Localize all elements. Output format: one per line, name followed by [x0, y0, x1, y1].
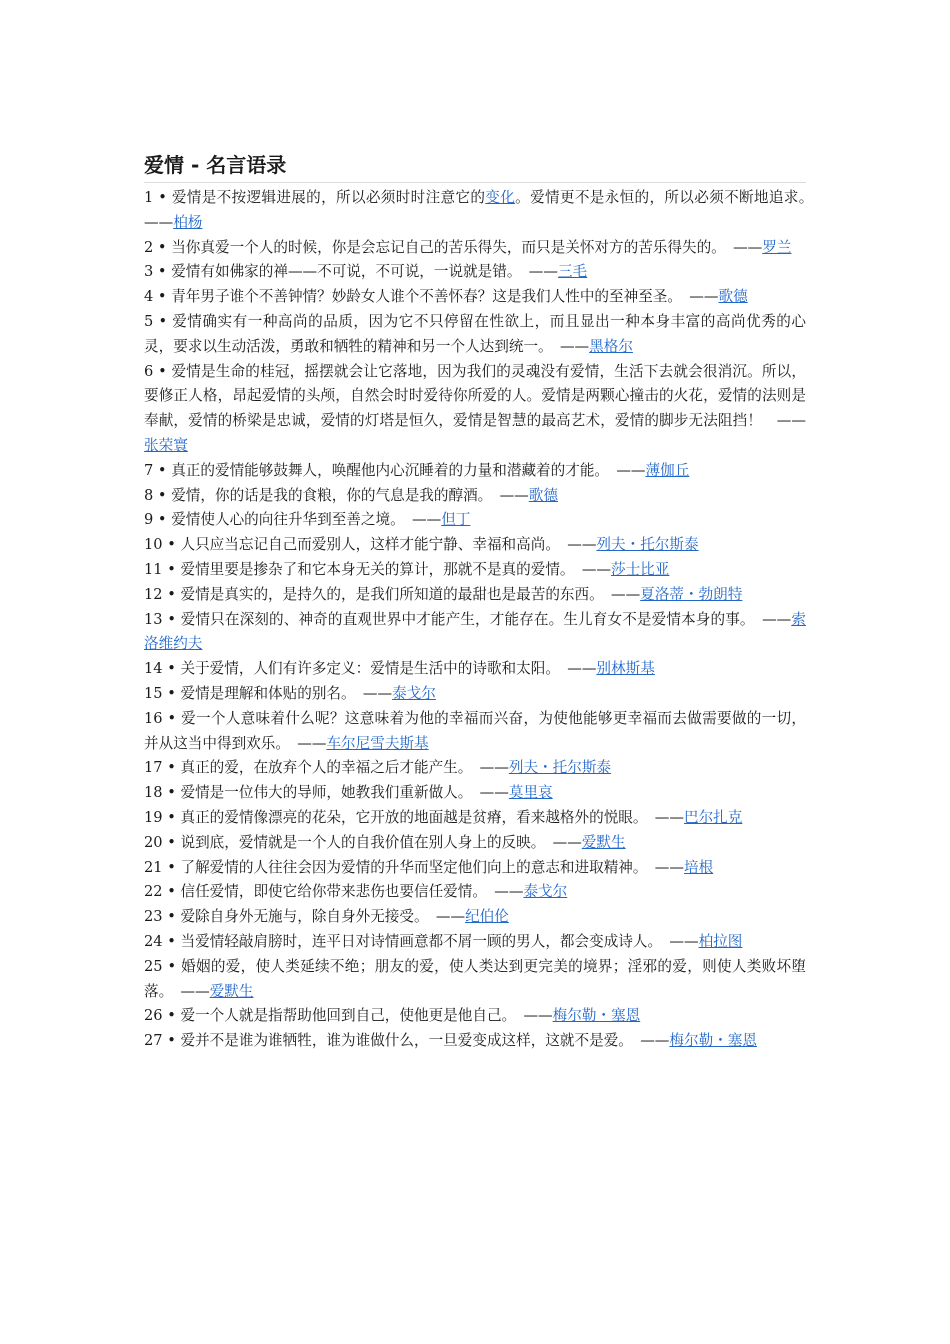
- quote-number: 9: [144, 511, 154, 529]
- attribution-dash: ——: [144, 213, 174, 231]
- attribution-dash: ——: [479, 784, 509, 802]
- attribution-dash: ——: [733, 238, 763, 256]
- quote-number: 26: [144, 1007, 163, 1025]
- quote-text-continued: 。爱情更不是永恒的，所以必须不断地追求。: [515, 189, 806, 206]
- quote-number: 11: [144, 560, 163, 578]
- attribution-dash: ——: [611, 585, 641, 603]
- quote-number: 16: [144, 709, 163, 727]
- attribution-dash: ——: [567, 536, 597, 554]
- quote-text: 说到底，爱情就是一个人的自我价值在别人身上的反映。: [180, 833, 539, 851]
- quote-bullet: •: [153, 189, 172, 206]
- attribution-dash: ——: [435, 908, 466, 926]
- quote-bullet: •: [162, 1007, 181, 1025]
- quote-text: 爱情有如佛家的禅——不可说，不可说，一说就是错。: [171, 263, 515, 281]
- author-link[interactable]: 但丁: [441, 511, 471, 529]
- attribution-dash: ——: [552, 833, 582, 851]
- quote-bullet: •: [153, 461, 172, 479]
- quote-text: 爱情使人心的向往升华到至善之境。: [171, 511, 398, 529]
- author-link[interactable]: 歌德: [528, 486, 558, 504]
- quote-text: 爱一个人就是指帮助他回到自己，使他更是他自己。: [180, 1007, 509, 1025]
- quote-item: [144, 905, 806, 930]
- quote-bullet: •: [162, 560, 181, 578]
- author-link[interactable]: 柏拉图: [698, 932, 743, 950]
- quote-text: 爱情确实有一种高尚的品质，因为它不只停留在性欲上，而且显出一种本身丰富的高尚优秀的心灵，要求以生动活泼，勇敢和牺牲的精神和另一个人达到统一。: [144, 312, 806, 355]
- quote-text: 人只应当忘记自己而爱别人，这样才能宁静、幸福和高尚。: [180, 536, 553, 554]
- quote-text: 爱情是理解和体贴的别名。: [180, 684, 349, 702]
- quote-text: 爱并不是谁为谁牺牲，谁为谁做什么，一旦爱变成这样，这就不是爱。: [180, 1032, 626, 1050]
- attribution-dash: ——: [776, 412, 806, 430]
- author-link[interactable]: 夏洛蒂・勃朗特: [640, 585, 743, 603]
- attribution-dash: ——: [479, 759, 509, 777]
- quote-number: 3: [144, 263, 154, 281]
- quote-number: 1: [144, 189, 154, 206]
- quote-text: 爱一个人意味着什么呢？这意味着为他的幸福而兴奋，为使他能够更幸福而去做需要做的一切，并从这当中得到欢乐。: [144, 709, 806, 752]
- quote-text: 爱情是生命的桂冠，摇摆就会让它落地，因为我们的灵魂没有爱情，生活下去就会很消沉。所以，要修正人格，昂起爱情的头颅，自然会时时爱待你所爱的人。爱情是两颗心撞击的火花，爱情的法则是奉献，爱情的桥梁是忠诚，爱情的灯塔是恒久，爱情是智慧的最高艺术，爱情的脚步无法阻挡！: [144, 362, 806, 430]
- quote-bullet: •: [153, 263, 172, 281]
- author-link[interactable]: 薄伽丘: [645, 461, 690, 479]
- attribution-dash: ——: [528, 263, 558, 281]
- attribution-dash: ——: [581, 560, 611, 578]
- quote-item: [144, 682, 806, 707]
- quote-item: [144, 558, 806, 583]
- attribution-dash: ——: [689, 288, 719, 306]
- quote-item: [144, 856, 806, 881]
- quote-number: 14: [144, 660, 163, 678]
- quote-text: 真正的爱情像漂亮的花朵，它开放的地面越是贫瘠，看来越格外的悦眼。: [180, 808, 641, 826]
- quote-text: 真正的爱情能够鼓舞人，唤醒他内心沉睡着的力量和潜藏着的才能。: [171, 461, 602, 479]
- quote-text: 爱情，你的话是我的食粮，你的气息是我的醇酒。: [171, 486, 485, 504]
- quote-item: [144, 1004, 806, 1029]
- quote-bullet: •: [162, 908, 181, 926]
- attribution-dash: ——: [567, 660, 597, 678]
- quote-text: 爱情里要是掺杂了和它本身无关的算计，那就不是真的爱情。: [180, 560, 568, 578]
- quote-number: 12: [144, 585, 163, 603]
- quote-item: [144, 484, 806, 509]
- quote-item: [144, 236, 806, 261]
- quote-number: 21: [144, 858, 163, 876]
- quote-bullet: •: [162, 585, 181, 603]
- quote-number: 20: [144, 833, 163, 851]
- author-link[interactable]: 莎士比亚: [611, 560, 670, 578]
- quote-bullet: •: [162, 883, 181, 901]
- attribution-dash: ——: [412, 511, 442, 529]
- inline-link[interactable]: 变化: [485, 189, 516, 206]
- author-link[interactable]: 索洛维约夫: [144, 610, 806, 653]
- attribution-dash: ——: [669, 932, 699, 950]
- quote-bullet: •: [162, 932, 181, 950]
- author-link[interactable]: 黑格尔: [589, 337, 633, 355]
- author-link[interactable]: 别林斯基: [596, 660, 655, 678]
- attribution-dash: ——: [494, 883, 524, 901]
- quote-text: 真正的爱，在放弃个人的幸福之后才能产生。: [180, 759, 466, 777]
- quote-bullet: •: [153, 362, 172, 380]
- quote-number: 22: [144, 883, 163, 901]
- author-link[interactable]: 爱默生: [209, 982, 254, 1000]
- quote-text: 爱除自身外无施与，除自身外无接受。: [180, 908, 422, 926]
- quote-number: 8: [144, 486, 154, 504]
- quote-text: 婚姻的爱，使人类延续不绝；朋友的爱，使人类达到更完美的境界；淫邪的爱，则使人类败坏堕落。: [144, 957, 806, 1000]
- quote-text: 信任爱情，即使它给你带来悲伤也要信任爱情。: [180, 883, 480, 901]
- page-title: 爱情 - 名言语录: [144, 150, 806, 183]
- quote-item: [144, 508, 806, 533]
- author-link[interactable]: 纪伯伦: [465, 908, 509, 926]
- quote-bullet: •: [162, 833, 181, 851]
- quote-bullet: •: [162, 957, 182, 975]
- quote-number: 19: [144, 808, 163, 826]
- author-link[interactable]: 巴尔扎克: [683, 808, 743, 826]
- quote-bullet: •: [162, 1032, 181, 1050]
- quote-number: 10: [144, 536, 163, 554]
- quote-item: [144, 657, 806, 682]
- quote-bullet: •: [153, 511, 172, 529]
- quote-item: [144, 831, 806, 856]
- author-link[interactable]: 梅尔勒・塞恩: [669, 1032, 757, 1050]
- author-link[interactable]: 张荣寰: [144, 436, 188, 454]
- quote-number: 24: [144, 932, 163, 950]
- quote-item: [144, 285, 806, 310]
- author-link[interactable]: 梅尔勒・塞恩: [552, 1007, 641, 1025]
- quote-number: 27: [144, 1032, 163, 1050]
- quote-item: [144, 533, 806, 558]
- quote-item: [144, 880, 806, 905]
- quote-number: 25: [144, 957, 163, 975]
- quote-list: [144, 186, 806, 1054]
- author-link[interactable]: 车尔尼雪夫斯基: [326, 734, 429, 752]
- quote-item: [144, 459, 806, 484]
- quote-bullet: •: [162, 808, 181, 826]
- document-content: [144, 150, 806, 1054]
- quote-text: 当你真爱一个人的时候，你是会忘记自己的苦乐得失，而只是关怀对方的苦乐得失的。: [171, 238, 719, 256]
- attribution-dash: ——: [523, 1007, 553, 1025]
- quote-text: 当爱情轻敲肩膀时，连平日对诗情画意都不屑一顾的男人，都会变成诗人。: [180, 932, 655, 950]
- quote-item: [144, 955, 806, 1005]
- author-link[interactable]: 歌德: [718, 288, 748, 306]
- author-link[interactable]: 罗兰: [762, 238, 792, 256]
- quote-number: 4: [144, 288, 154, 306]
- author-link[interactable]: 三毛: [557, 263, 588, 281]
- quote-item: [144, 806, 806, 831]
- quote-text: 爱情是不按逻辑进展的，所以必须时时注意它的: [171, 189, 486, 206]
- author-link[interactable]: 柏杨: [173, 213, 203, 231]
- quote-text: 爱情是一位伟大的导师，她教我们重新做人。: [180, 784, 466, 802]
- attribution-dash: ——: [180, 982, 210, 1000]
- quote-bullet: •: [162, 759, 181, 777]
- attribution-dash: ——: [362, 684, 393, 702]
- quote-bullet: •: [162, 660, 181, 678]
- quote-bullet: •: [153, 288, 172, 306]
- quote-bullet: •: [153, 238, 172, 256]
- quote-item: [144, 608, 806, 658]
- quote-number: 15: [144, 684, 163, 702]
- quote-item: [144, 360, 806, 459]
- author-link[interactable]: 莫里哀: [508, 784, 553, 802]
- author-link[interactable]: 爱默生: [581, 833, 626, 851]
- quote-text: 爱情是真实的，是持久的，是我们所知道的最甜也是最苦的东西。: [180, 585, 597, 603]
- quote-bullet: •: [153, 486, 172, 504]
- quote-number: 13: [144, 610, 163, 628]
- quote-item: [144, 186, 806, 236]
- attribution-dash: ——: [559, 337, 590, 355]
- quote-item: [144, 260, 806, 285]
- quote-bullet: •: [162, 784, 181, 802]
- quote-number: 2: [144, 238, 154, 256]
- attribution-dash: ——: [640, 1032, 670, 1050]
- quote-bullet: •: [153, 312, 173, 330]
- attribution-dash: ——: [297, 734, 327, 752]
- author-link[interactable]: 泰戈尔: [523, 883, 568, 901]
- attribution-dash: ——: [654, 858, 684, 876]
- quote-bullet: •: [162, 610, 181, 628]
- quote-item: [144, 310, 806, 360]
- quote-number: 5: [144, 312, 154, 330]
- quote-bullet: •: [162, 709, 182, 727]
- quote-number: 6: [144, 362, 154, 380]
- quote-item: [144, 1029, 806, 1054]
- author-link[interactable]: 列夫・托尔斯泰: [508, 759, 612, 777]
- quote-number: 23: [144, 908, 163, 926]
- quote-text: 爱情只在深刻的、神奇的直观世界中才能产生，才能存在。生儿育女不是爱情本身的事。: [180, 610, 748, 628]
- quote-text: 关于爱情，人们有许多定义：爱情是生活中的诗歌和太阳。: [180, 660, 553, 678]
- attribution-dash: ——: [499, 486, 529, 504]
- quote-item: [144, 707, 806, 757]
- quote-number: 7: [144, 461, 154, 479]
- quote-text: 了解爱情的人往往会因为爱情的升华而坚定他们向上的意志和进取精神。: [180, 858, 641, 876]
- quote-item: [144, 930, 806, 955]
- quote-text: 青年男子谁个不善钟情？妙龄女人谁个不善怀春？这是我们人性中的至神至圣。: [171, 288, 675, 306]
- author-link[interactable]: 培根: [683, 858, 714, 876]
- quote-number: 18: [144, 784, 163, 802]
- attribution-dash: ——: [762, 610, 792, 628]
- quote-bullet: •: [162, 684, 181, 702]
- quote-bullet: •: [162, 858, 181, 876]
- attribution-dash: ——: [616, 461, 646, 479]
- quote-item: [144, 583, 806, 608]
- quote-bullet: •: [162, 536, 181, 554]
- quote-number: 17: [144, 759, 163, 777]
- attribution-dash: ——: [654, 808, 684, 826]
- quote-item: [144, 781, 806, 806]
- author-link[interactable]: 列夫・托尔斯泰: [596, 536, 699, 554]
- author-link[interactable]: 泰戈尔: [392, 684, 436, 702]
- quote-item: [144, 756, 806, 781]
